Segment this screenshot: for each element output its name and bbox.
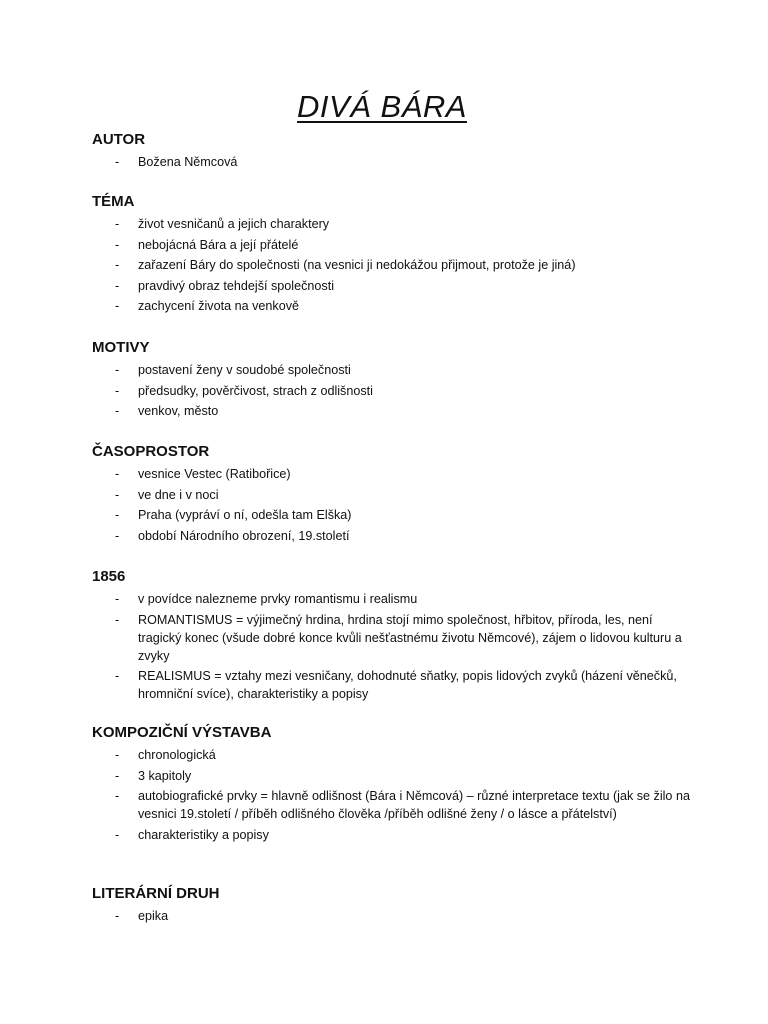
list-item bbox=[92, 527, 692, 545]
dash-bullet: - bbox=[115, 508, 120, 523]
dash-bullet: - bbox=[115, 258, 120, 273]
dash-bullet: - bbox=[115, 467, 120, 481]
bullet-list bbox=[92, 465, 692, 545]
section-heading: AUTOR bbox=[92, 131, 146, 148]
dash-bullet: - bbox=[115, 237, 120, 252]
dash-bullet: - bbox=[115, 155, 120, 169]
list-item-text: předsudky, pověrčivost, strach z odlišnosti bbox=[138, 383, 373, 398]
dash-bullet: - bbox=[115, 592, 120, 606]
list-item bbox=[92, 465, 692, 483]
list-item-text: zachycení života na venkově bbox=[138, 299, 300, 314]
list-item-text: 3 kapitoly bbox=[138, 768, 192, 783]
dash-bullet: - bbox=[115, 278, 120, 293]
section-casoprostor bbox=[92, 442, 692, 547]
section-1856 bbox=[92, 567, 692, 706]
bullet-list bbox=[92, 361, 692, 420]
list-item-text: zařazení Báry do společnosti (na vesnici ji nedokážou přijmout, protože je jiná) bbox=[138, 258, 576, 273]
list-item-text: pravdivý obraz tehdejší společnosti bbox=[138, 278, 335, 293]
list-item bbox=[92, 787, 692, 823]
list-item-text: nebojácná Bára a její přátelé bbox=[138, 237, 299, 252]
dash-bullet: - bbox=[115, 612, 120, 627]
list-item bbox=[92, 402, 692, 420]
bullet-list bbox=[92, 907, 692, 925]
section-kompozicni-vystavba bbox=[92, 723, 692, 846]
dash-bullet: - bbox=[115, 827, 120, 842]
dash-bullet: - bbox=[115, 768, 120, 783]
section-literarni-druh bbox=[92, 884, 692, 928]
section-heading: TÉMA bbox=[92, 193, 135, 210]
list-item-text: období Národního obrození, 19.století bbox=[138, 528, 350, 543]
dash-bullet: - bbox=[115, 528, 120, 543]
dash-bullet: - bbox=[115, 363, 120, 377]
bullet-list bbox=[92, 746, 692, 844]
list-item-text: vesnice Vestec (Ratibořice) bbox=[138, 467, 291, 481]
dash-bullet: - bbox=[115, 669, 120, 684]
bullet-list bbox=[92, 153, 692, 171]
list-item bbox=[92, 486, 692, 504]
section-heading: 1856 bbox=[92, 568, 126, 585]
dash-bullet: - bbox=[115, 404, 120, 419]
list-item bbox=[92, 611, 692, 665]
list-item-text: Božena Němcová bbox=[138, 155, 238, 169]
list-item bbox=[92, 153, 692, 171]
list-item bbox=[92, 506, 692, 524]
section-autor bbox=[92, 130, 692, 174]
section-heading: KOMPOZIČNÍ VÝSTAVBA bbox=[92, 724, 272, 741]
list-item-text: ROMANTISMUS = výjimečný hrdina, hrdina stojí mimo společnost, hřbitov, příroda, les, není tragický konec (všude dobré konce kvůli nešťastnému životu Němcové), zájem o lidovou kulturu a zvyky bbox=[138, 612, 682, 663]
list-item-text: autobiografické prvky = hlavně odlišnost (Bára i Němcová) – různé interpretace textu (jak se žilo na vesnici 19.století / příběh odlišného člověka /příběh odlišné ženy / o lásce a přátelství) bbox=[138, 789, 690, 822]
page-title: DIVÁ BÁRA bbox=[297, 89, 467, 124]
list-item-text: chronologická bbox=[138, 748, 216, 762]
list-item bbox=[92, 746, 692, 764]
list-item-text: postavení ženy v soudobé společnosti bbox=[138, 363, 351, 377]
dash-bullet: - bbox=[115, 909, 120, 923]
section-heading: LITERÁRNÍ DRUH bbox=[92, 885, 220, 902]
list-item-text: venkov, město bbox=[138, 404, 219, 419]
list-item-text: v povídce nalezneme prvky romantismu i realismu bbox=[138, 592, 418, 606]
list-item-text: ve dne i v noci bbox=[138, 487, 219, 502]
dash-bullet: - bbox=[115, 487, 120, 502]
dash-bullet: - bbox=[115, 748, 120, 762]
list-item bbox=[92, 361, 692, 379]
list-item bbox=[92, 826, 692, 844]
list-item bbox=[92, 277, 692, 295]
list-item bbox=[92, 382, 692, 400]
list-item-text: REALISMUS = vztahy mezi vesničany, dohodnuté sňatky, popis lidových zvyků (házení věnečků, hromniční svíce), charakteristiky a popisy bbox=[138, 669, 677, 702]
dash-bullet: - bbox=[115, 789, 120, 804]
list-item-text: Praha (vypráví o ní, odešla tam Elška) bbox=[138, 508, 352, 523]
bullet-list bbox=[92, 215, 692, 315]
dash-bullet: - bbox=[115, 217, 120, 231]
list-item bbox=[92, 215, 692, 233]
bullet-list bbox=[92, 590, 692, 703]
list-item-text: epika bbox=[138, 909, 169, 923]
list-item bbox=[92, 256, 692, 274]
section-motivy bbox=[92, 338, 692, 423]
list-item bbox=[92, 907, 692, 925]
list-item-text: charakteristiky a popisy bbox=[138, 827, 269, 842]
section-heading: ČASOPROSTOR bbox=[92, 443, 210, 460]
dash-bullet: - bbox=[115, 383, 120, 398]
list-item-text: život vesničanů a jejich charaktery bbox=[138, 217, 330, 231]
list-item bbox=[92, 297, 692, 315]
list-item bbox=[92, 236, 692, 254]
section-tema bbox=[92, 192, 692, 318]
section-heading: MOTIVY bbox=[92, 339, 150, 356]
list-item bbox=[92, 667, 692, 703]
dash-bullet: - bbox=[115, 299, 120, 314]
list-item bbox=[92, 767, 692, 785]
list-item bbox=[92, 590, 692, 608]
